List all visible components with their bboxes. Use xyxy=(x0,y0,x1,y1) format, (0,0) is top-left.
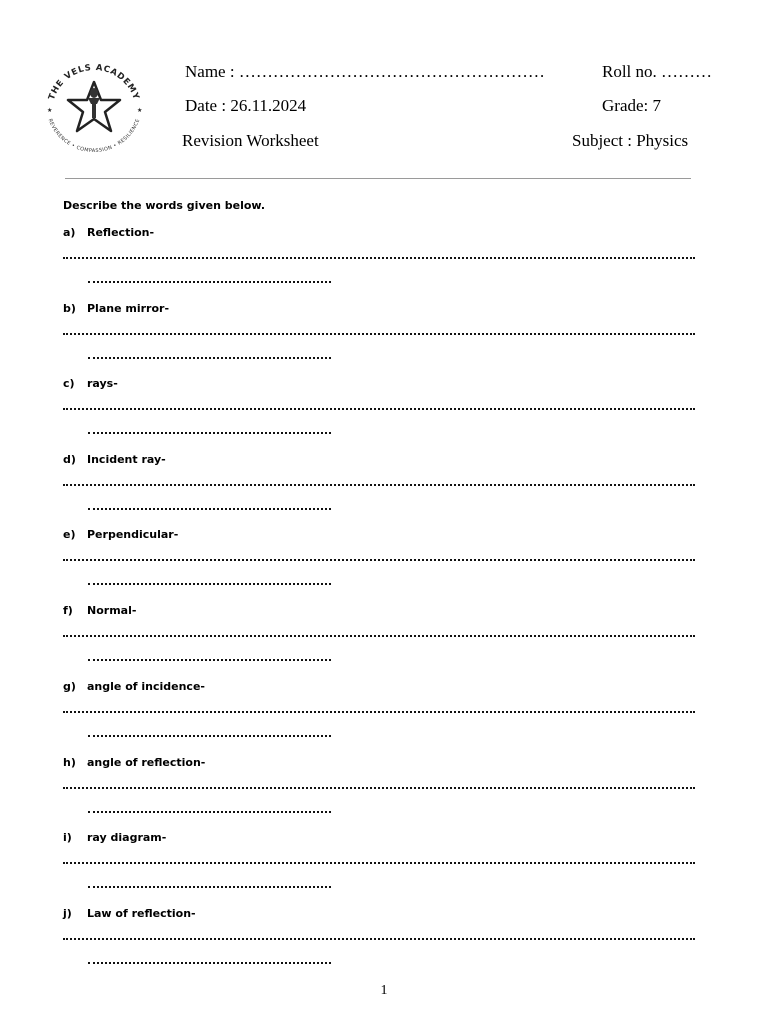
question-letter: c) xyxy=(63,377,75,390)
answer-line[interactable] xyxy=(63,779,695,789)
question-term: angle of reflection- xyxy=(87,756,206,769)
question-letter: e) xyxy=(63,528,76,541)
answer-line[interactable] xyxy=(63,476,695,486)
instruction-text: Describe the words given below. xyxy=(63,199,266,212)
answer-line[interactable] xyxy=(63,325,695,335)
answer-line[interactable] xyxy=(63,400,695,410)
answer-line-short[interactable] xyxy=(88,349,331,359)
answer-line-short[interactable] xyxy=(88,651,331,661)
question-item xyxy=(63,680,703,756)
question-term: Perpendicular- xyxy=(87,528,179,541)
question-item xyxy=(63,907,703,983)
question-term: rays- xyxy=(87,377,118,390)
question-term: Incident ray- xyxy=(87,453,166,466)
answer-line-short[interactable] xyxy=(88,424,331,434)
answer-line[interactable] xyxy=(63,703,695,713)
question-term: Reflection- xyxy=(87,226,155,239)
answer-line-short[interactable] xyxy=(88,954,331,964)
name-field: Name : ……………………………………………… xyxy=(185,62,545,81)
question-letter: i) xyxy=(63,831,72,844)
answer-line[interactable] xyxy=(63,551,695,561)
answer-line-short[interactable] xyxy=(88,803,331,813)
grade-field: Grade: 7 xyxy=(602,96,662,115)
subject-field: Subject : Physics xyxy=(572,131,689,150)
question-term: Plane mirror- xyxy=(87,302,170,315)
question-item xyxy=(63,302,703,378)
answer-line-short[interactable] xyxy=(88,878,331,888)
roll-no-field: Roll no. ……… xyxy=(602,62,713,81)
date-field: Date : 26.11.2024 xyxy=(185,96,307,115)
logo-top-text: THE VELS ACADEMY xyxy=(46,62,142,102)
question-item xyxy=(63,756,703,832)
question-letter: h) xyxy=(63,756,76,769)
answer-line-short[interactable] xyxy=(88,727,331,737)
question-term: Normal- xyxy=(87,604,137,617)
question-letter: b) xyxy=(63,302,76,315)
answer-line-short[interactable] xyxy=(88,575,331,585)
question-item xyxy=(63,604,703,680)
question-letter: a) xyxy=(63,226,76,239)
question-term: ray diagram- xyxy=(87,831,167,844)
question-letter: d) xyxy=(63,453,76,466)
header-divider xyxy=(65,178,691,179)
svg-text:REVERENCE • COMPASSION • RESIL xyxy=(47,118,142,154)
question-letter: g) xyxy=(63,680,76,693)
question-item xyxy=(63,453,703,529)
worksheet-title: Revision Worksheet xyxy=(182,131,319,150)
question-letter: j) xyxy=(63,907,72,920)
question-term: Law of reflection- xyxy=(87,907,196,920)
question-term: angle of incidence- xyxy=(87,680,205,693)
svg-text:★: ★ xyxy=(137,107,143,114)
logo-bottom-text: REVERENCE • COMPASSION • RESILIENCE xyxy=(46,118,142,155)
answer-line[interactable] xyxy=(63,627,695,637)
answer-line[interactable] xyxy=(63,249,695,259)
answer-line-short[interactable] xyxy=(88,500,331,510)
answer-line[interactable] xyxy=(63,854,695,864)
page-number: 1 xyxy=(380,983,388,998)
answer-line[interactable] xyxy=(63,930,695,940)
question-item xyxy=(63,831,703,907)
question-item xyxy=(63,528,703,604)
question-letter: f) xyxy=(63,604,73,617)
school-logo xyxy=(38,62,150,158)
answer-line-short[interactable] xyxy=(88,273,331,283)
svg-text:★: ★ xyxy=(47,107,53,114)
question-item xyxy=(63,377,703,453)
question-item xyxy=(63,226,703,302)
